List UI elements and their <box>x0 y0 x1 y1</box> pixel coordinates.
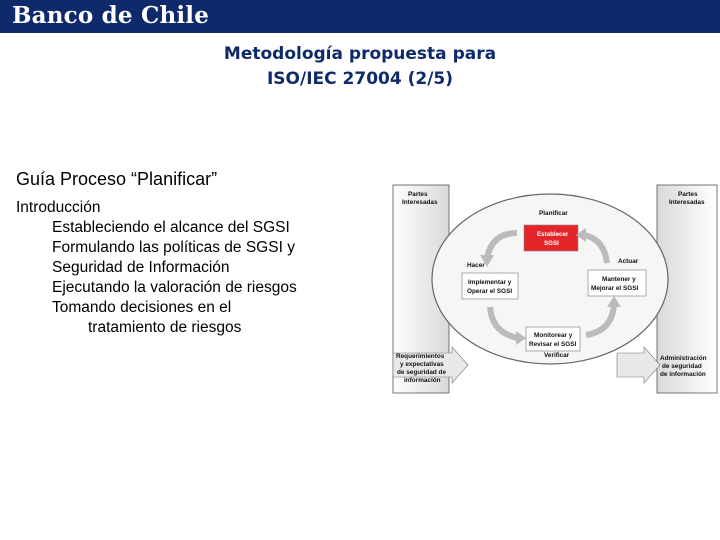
maintain-isms-label-2: Mejorar el SGSI <box>591 285 639 292</box>
establish-isms-label-2: SGSI <box>544 240 559 247</box>
outline-item: Formulando las políticas de SGSI y <box>52 239 295 256</box>
implement-isms-box <box>462 273 518 299</box>
requirements-label-4: información <box>404 377 441 384</box>
slide-title <box>140 42 580 92</box>
bank-logo: Banco de Chile <box>12 2 210 29</box>
administration-label-1: Administración <box>660 355 707 362</box>
implement-isms-label-1: Implementar y <box>468 279 512 286</box>
slide-title-line-1: Metodología propuesta para <box>223 44 497 64</box>
right-parties-label-1: Partes <box>678 191 698 198</box>
establish-isms-label-1: Establecer <box>537 231 569 238</box>
administration-label-3: de información <box>660 371 706 378</box>
administration-arrow <box>617 347 660 383</box>
requirements-label-1: Requerimientos <box>396 353 445 360</box>
outline-item: Introducción <box>16 199 101 216</box>
left-parties-label-2: Interesadas <box>402 199 438 206</box>
requirements-label-3: de seguridad de <box>397 369 447 376</box>
outline-list <box>16 198 297 338</box>
outline-item: Tomando decisiones en el <box>52 299 232 316</box>
monitor-isms-label-1: Monitorear y <box>534 332 573 339</box>
header-band <box>0 0 720 33</box>
outline-item: tratamiento de riesgos <box>88 319 242 336</box>
requirements-label-2: y expectativas <box>400 361 444 368</box>
outline-item: Estableciendo el alcance del SGSI <box>52 219 290 236</box>
outline-item: Seguridad de Información <box>52 259 230 276</box>
administration-label-2: de seguridad <box>662 363 702 370</box>
right-parties-label-2: Interesadas <box>669 199 705 206</box>
outline-item: Ejecutando la valoración de riesgos <box>52 279 297 296</box>
implement-isms-label-2: Operar el SGSI <box>467 288 513 295</box>
header-bar <box>0 0 720 36</box>
left-parties-label-1: Partes <box>408 191 428 198</box>
guide-title: Guía Proceso “Planificar” <box>16 169 218 189</box>
pdca-diagram <box>392 183 718 398</box>
maintain-isms-box <box>588 270 646 296</box>
phase-planificar: Planificar <box>539 210 568 217</box>
slide-title-line-2: ISO/IEC 27004 (2/5) <box>266 69 454 89</box>
phase-actuar: Actuar <box>618 258 639 265</box>
maintain-isms-label-1: Mantener y <box>602 276 636 283</box>
establish-isms-box <box>524 225 578 251</box>
phase-verificar: Verificar <box>544 352 570 359</box>
phase-hacer: Hacer <box>467 262 485 269</box>
monitor-isms-label-2: Revisar el SGSI <box>529 341 577 348</box>
